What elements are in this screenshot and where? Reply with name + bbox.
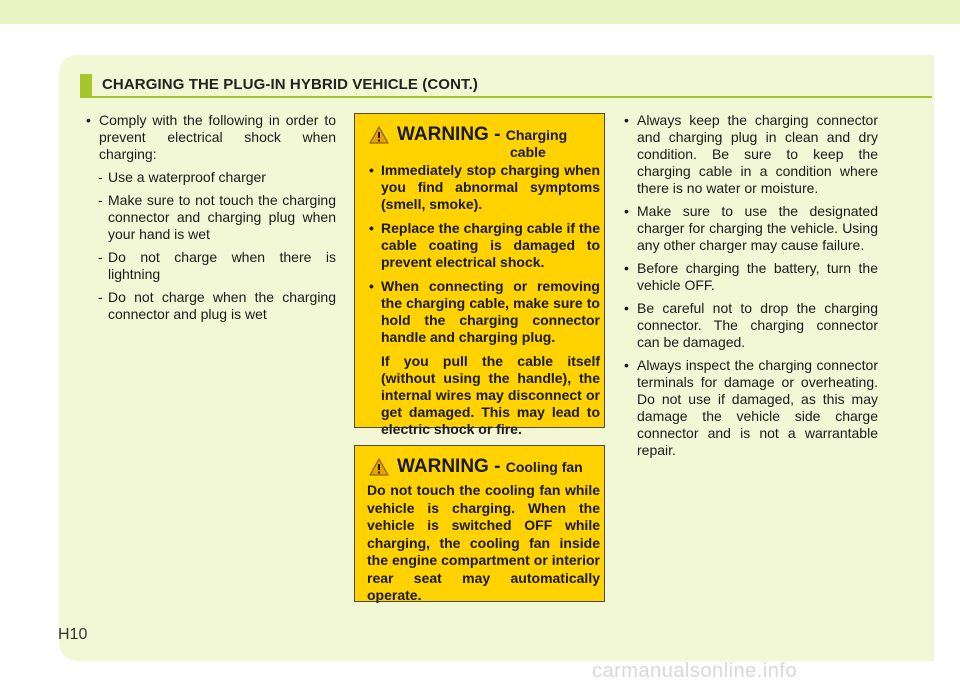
warning-label <box>397 124 567 146</box>
bullet-item: • Always keep the charging connector and charging plug in clean and dry condition. Be sure to keep the charging cable in a condition where there is no water or moisture. <box>620 112 878 197</box>
warning-subtitle: Charging <box>505 127 568 143</box>
warning-subtitle: Cooling fan <box>505 459 583 475</box>
bullet-intro: • Comply with the following in order to prevent electrical shock when charging: <box>82 112 336 163</box>
top-band <box>0 0 960 24</box>
bullet-item: • Be careful not to drop the charging connector. The charging connector can be damaged. <box>620 300 878 351</box>
warning-triangle-icon <box>369 126 389 144</box>
dash-item: - Do not charge when the charging connector and plug is wet <box>82 289 336 323</box>
header-rule <box>80 96 932 98</box>
bullet-item: • Always inspect the charging connector terminals for damage or overheating. Do not use if damaged, as this may damage the vehicle side charge connector and is not a warrantable repair. <box>620 357 878 459</box>
bullet-item: • Make sure to use the designated charger for charging the vehicle. Using any other charger may cause failure. <box>620 203 878 254</box>
warning-word: WARNING - <box>397 456 501 477</box>
watermark: carmanualsonline.info <box>592 660 798 682</box>
bullet-item: • Before charging the battery, turn the vehicle OFF. <box>620 260 878 294</box>
section-title: CHARGING THE PLUG-IN HYBRID VEHICLE (CONT.) <box>102 76 478 93</box>
warning-box-charging-cable <box>354 113 605 437</box>
warning-subtitle-cont: cable <box>510 144 546 160</box>
warning-word: WARNING - <box>397 124 501 145</box>
warning-label <box>397 456 583 478</box>
dash-item: - Do not charge when there is lightning <box>82 249 336 283</box>
left-column <box>82 112 336 329</box>
warning-item: • Immediately stop charging when you find abnormal symptoms (smell, smoke). <box>367 162 600 213</box>
warning-list <box>367 162 600 438</box>
dash-item: - Use a waterproof charger <box>82 169 336 186</box>
warning-continuation: If you pull the cable itself (without using the handle), the internal wires may disconnect or get damaged. This may lead to electric shock or fire. <box>381 353 600 437</box>
header-accent-mark <box>80 74 92 96</box>
warning-body: Do not touch the cooling fan while vehicle is charging. When the vehicle is switched OFF while charging, the cooling fan inside the engine compartment or interior rear seat may automatically operate. <box>367 482 600 603</box>
section-header <box>80 74 932 98</box>
warning-item: • When connecting or removing the charging cable, make sure to hold the charging connector handle and charging plug. <box>367 278 600 346</box>
page-number: H10 <box>58 626 88 643</box>
warning-box-cooling-fan <box>354 445 605 602</box>
warning-item: • Replace the charging cable if the cable coating is damaged to prevent electrical shock. <box>367 220 600 271</box>
warning-triangle-icon <box>369 458 389 476</box>
warning-header <box>355 114 604 158</box>
dash-item: - Make sure to not touch the charging connector and charging plug when your hand is wet <box>82 192 336 243</box>
right-column <box>620 112 878 465</box>
